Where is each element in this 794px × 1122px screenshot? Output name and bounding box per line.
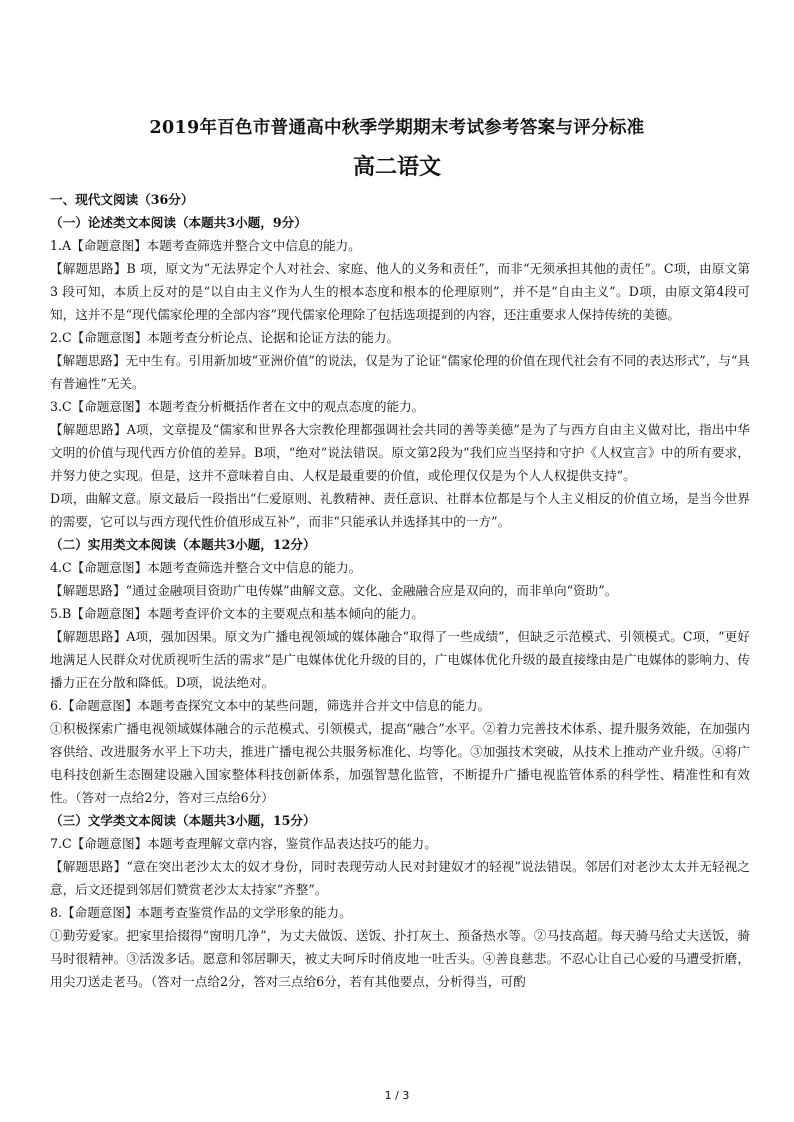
document-title: 2019年百色市普通高中秋季学期期末考试参考答案与评分标准 <box>149 118 645 138</box>
document-subtitle: 高二语文 <box>352 154 441 180</box>
question-item: 1.A【命题意图】本题考查筛选并整合文中信息的能力。 <box>50 238 361 253</box>
answer-content <box>50 188 750 993</box>
explanation-paragraph: 【解题思路】“意在突出老沙太太的奴才身份，同时表现劳动人民对封建奴才的轻视”说法错误。邻居们对老沙太太并无轻视之意，后文还提到邻居们赞赏老沙太太持家“齐整”。 <box>50 859 750 897</box>
explanation-paragraph: 【解题思路】B 项，原文为“无法界定个人对社会、家庭、他人的义务和责任”，而非“无须承担其他的责任”。C项，由原文第 3 段可知，本质上反对的是“以自由主义作为人生的根本态度和根本的伦理原则”，并不是“自由主义”。D项，由原文第4段可知，这并不是“现代儒家伦理的全部内容”现代儒家伦理除了包括选项提到的内容，还注重要求人保持传统的美德。 <box>50 261 750 322</box>
question-item: 2.C【命题意图】本题考查分析论点、论据和论证方法的能力。 <box>50 330 400 345</box>
question-item: 7.C【命题意图】本题考查理解文章内容，鉴赏作品表达技巧的能力。 <box>50 836 437 851</box>
explanation-paragraph: 【解题思路】“通过金融项目资助广电传媒”曲解文意。文化、金融融合应是双向的，而非单向“资助”。 <box>50 583 618 598</box>
page-number: 1 / 3 <box>384 1089 410 1102</box>
answer-paragraph: ①积极探索广播电视领域媒体融合的示范模式、引领模式，提高“融合”水平。②着力完善技术体系、提升服务效能，在加强内容供给、改进服务水平上下功夫，推进广播电视公共服务标准化、均等化。③加强技术突破，从技术上推动产业升级。④将广电科技创新生态圈建设融入国家整体科技创新体系，加强智慧化监管，不断提升广播电视监管体系的科学性、精准性和有效性。（答对一点给2分，答对三点给6分） <box>50 721 750 805</box>
explanation-paragraph: D项，曲解文意。原文最后一段指出“仁爱原则、礼教精神、责任意识、社群本位都是与个人主义相反的价值立场，是当今世界的需要，它可以与西方现代性价值形成互补”，而非“只能承认并选择其中的一方”。 <box>50 491 750 529</box>
answer-paragraph: ①勤劳爱家。把家里拾掇得“窗明几净”，为丈夫做饭、送饭、扑打灰土、预备热水等。②马技高超。每天骑马给丈夫送饭，骑马时很精神。③活泼多话。愿意和邻居聊天，被丈夫呵斥时俏皮地一吐舌头。④善良慈悲。不忍心让自己心爱的马遭受折磨，用尖刀送走老马。（答对一点给2分，答对三点给6分，若有其他要点，分析得当，可酌 <box>50 928 750 989</box>
section-heading: 一、现代文阅读（36分） <box>50 192 194 207</box>
question-item: 3.C【命题意图】本题考查分析概括作者在文中的观点态度的能力。 <box>50 399 425 414</box>
explanation-paragraph: 【解题思路】A项，强加因果。原文为广播电视领域的媒体融合“取得了一些成绩”，但缺乏示范模式、引领模式。C项，“更好地满足人民群众对优质视听生活的需求”是广电媒体优化升级的目的，广电媒体优化升级的最直接缘由是广电媒体的影响力、传播力正在分散和降低。D项，说法绝对。 <box>50 629 750 690</box>
explanation-paragraph: 【解题思路】无中生有。引用新加坡“亚洲价值”的说法，仅是为了论证“儒家伦理的价值在现代社会有不同的表达形式”，与“具有普遍性”无关。 <box>50 353 750 391</box>
subsection-heading: （三）文学类文本阅读（本题共3小题，15分） <box>50 813 316 828</box>
question-item: 6.【命题意图】本题考查探究文本中的某些问题，筛选并合并文中信息的能力。 <box>50 698 491 713</box>
question-item: 8.【命题意图】本题考查鉴赏作品的文学形象的能力。 <box>50 905 352 920</box>
subsection-heading: （二）实用类文本阅读（本题共3小题，12分） <box>50 537 316 552</box>
subsection-heading: （一）论述类文本阅读（本题共3小题，9分） <box>50 215 307 230</box>
question-item: 5.B【命题意图】本题考查评价文本的主要观点和基本倾向的能力。 <box>50 606 424 621</box>
explanation-paragraph: 【解题思路】A项，文章提及“儒家和世界各大宗教伦理都强调社会共同的善等美德”是为了与西方自由主义做对比，指出中华文明的价值与现代西方价值的差异。B项，“绝对”说法错误。原文第2段为“我们应当坚持和守护《人权宣言》中的所有要求，并努力使之实现。但是，这并不意味着自由、人权是最重要的价值，或伦理仅仅是为个人人权提供支持”。 <box>50 422 750 483</box>
question-item: 4.C【命题意图】本题考查筛选并整合文中信息的能力。 <box>50 560 362 575</box>
